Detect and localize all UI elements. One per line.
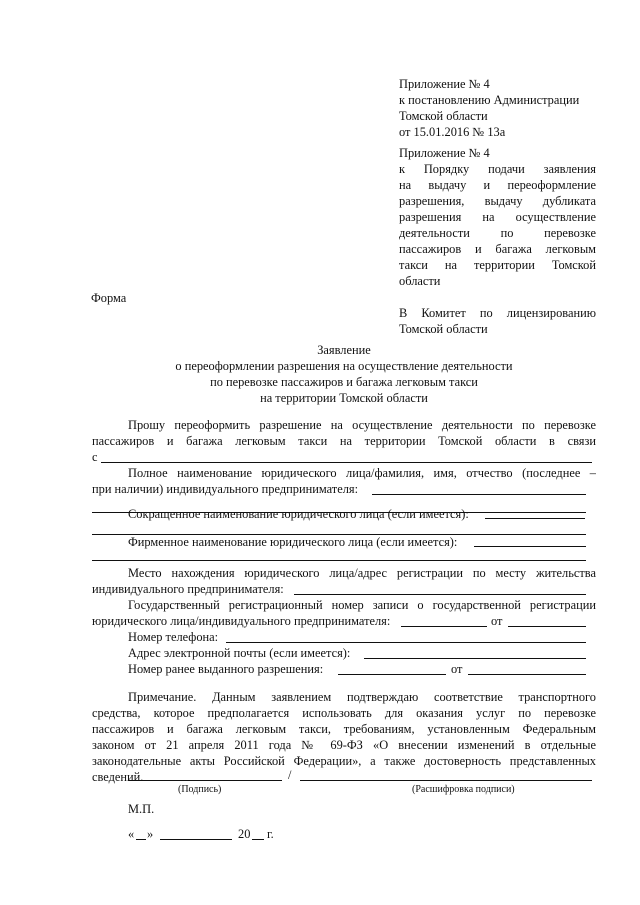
prev-permit-date-input[interactable] xyxy=(468,674,586,675)
phone-input-line[interactable] xyxy=(226,642,586,643)
document-title: Заявление xyxy=(317,343,371,357)
prev-permit-label: Номер ранее выданного разрешения: xyxy=(128,662,324,676)
appendix1-line-4: от 15.01.2016 № 13а xyxy=(399,125,506,139)
note-line: Примечание. Данным заявлением подтверждаю соответствие транспортного xyxy=(128,690,596,704)
appendix2-line: к Порядку подачи заявления xyxy=(399,162,596,176)
request-line-2: пассажиров и багажа легковым такси на территории Томской области в связи xyxy=(92,434,596,448)
appendix2-line: области xyxy=(399,274,441,288)
request-line-1: Прошу переоформить разрешение на осуществление деятельности по перевозке xyxy=(128,418,596,432)
registration-line-2: юридического лица/индивидуального предпринимателя: xyxy=(92,614,391,628)
date-day-input[interactable] xyxy=(136,839,146,840)
appendix2-line: разрешения, выдачу дубликата xyxy=(399,194,596,208)
signature-input-line[interactable] xyxy=(128,780,282,781)
signature-caption: (Подпись) xyxy=(178,784,222,795)
brand-name-input-line[interactable] xyxy=(474,546,586,547)
note-line: законодательные акты Российской Федерации», а также достоверность представленных xyxy=(92,754,596,768)
note-line-last: сведений. xyxy=(92,770,144,784)
signature-decode-input-line[interactable] xyxy=(300,780,592,781)
request-line-3: с xyxy=(92,450,98,464)
addressee-line-1: В Комитет по лицензированию xyxy=(399,306,596,320)
appendix1-line-3: Томской области xyxy=(399,109,488,123)
phone-label: Номер телефона: xyxy=(128,630,219,644)
appendix2-line: разрешения на осуществление xyxy=(399,210,596,224)
registration-number-input[interactable] xyxy=(401,626,487,627)
brand-name-label: Фирменное наименование юридического лица (если имеется): xyxy=(128,535,458,549)
full-name-input-line[interactable] xyxy=(372,494,586,495)
date-century: 20 xyxy=(238,827,251,841)
reason-input-line[interactable] xyxy=(101,462,592,463)
signature-slash: / xyxy=(288,768,292,782)
form-label: Форма xyxy=(91,291,127,305)
signature-decode-caption: (Расшифровка подписи) xyxy=(412,784,515,795)
stamp-label: М.П. xyxy=(128,802,155,816)
date-open-quote: « xyxy=(128,827,135,841)
short-name-label: Сокращенное наименование юридического лица (если имеется): xyxy=(128,507,469,521)
location-line-1: Место нахождения юридического лица/адрес регистрации по месту жительства xyxy=(128,566,596,580)
document-subtitle-1: о переоформлении разрешения на осуществление деятельности xyxy=(175,359,513,373)
appendix2-line: такси на территории Томской xyxy=(399,258,596,272)
registration-date-input[interactable] xyxy=(508,626,586,627)
registration-line-1: Государственный регистрационный номер записи о государственной регистрации xyxy=(128,598,596,612)
full-name-line-1: Полное наименование юридического лица/фамилия, имя, отчество (последнее – xyxy=(128,466,596,480)
document-subtitle-3: на территории Томской области xyxy=(260,391,428,405)
location-line-2: индивидуального предпринимателя: xyxy=(92,582,284,596)
date-close-quote: » xyxy=(147,827,154,841)
appendix1-line-2: к постановлению Администрации xyxy=(399,93,580,107)
brand-name-input-line-2[interactable] xyxy=(92,560,586,561)
note-line: законом от 21 апреля 2011 года № 69-ФЗ «О внесении изменений в отдельные xyxy=(92,738,596,752)
appendix2-line: на выдачу и переоформление xyxy=(399,178,596,192)
location-input-line[interactable] xyxy=(294,594,586,595)
appendix2-title: Приложение № 4 xyxy=(399,146,490,160)
appendix1-line-1: Приложение № 4 xyxy=(399,77,490,91)
prev-permit-from-label: от xyxy=(451,662,463,676)
appendix2-line: деятельности по перевозке xyxy=(399,226,596,240)
registration-from-label: от xyxy=(491,614,503,628)
note-line: пассажиров и багажа легковым такси, требованиям, установленным Федеральным xyxy=(92,722,596,736)
prev-permit-number-input[interactable] xyxy=(338,674,446,675)
email-input-line[interactable] xyxy=(364,658,586,659)
date-year-suffix: г. xyxy=(267,827,274,841)
email-label: Адрес электронной почты (если имеется): xyxy=(128,646,351,660)
date-year-input[interactable] xyxy=(252,839,264,840)
full-name-line-2: при наличии) индивидуального предпринимателя: xyxy=(92,482,359,496)
appendix2-line: пассажиров и багажа легковым xyxy=(399,242,596,256)
document-subtitle-2: по перевозке пассажиров и багажа легковым такси xyxy=(210,375,478,389)
date-month-input[interactable] xyxy=(160,839,232,840)
short-name-input-line[interactable] xyxy=(485,518,585,519)
note-line: средства, которое предполагается использовать для оказания услуг по перевозке xyxy=(92,706,596,720)
addressee-line-2: Томской области xyxy=(399,322,488,336)
